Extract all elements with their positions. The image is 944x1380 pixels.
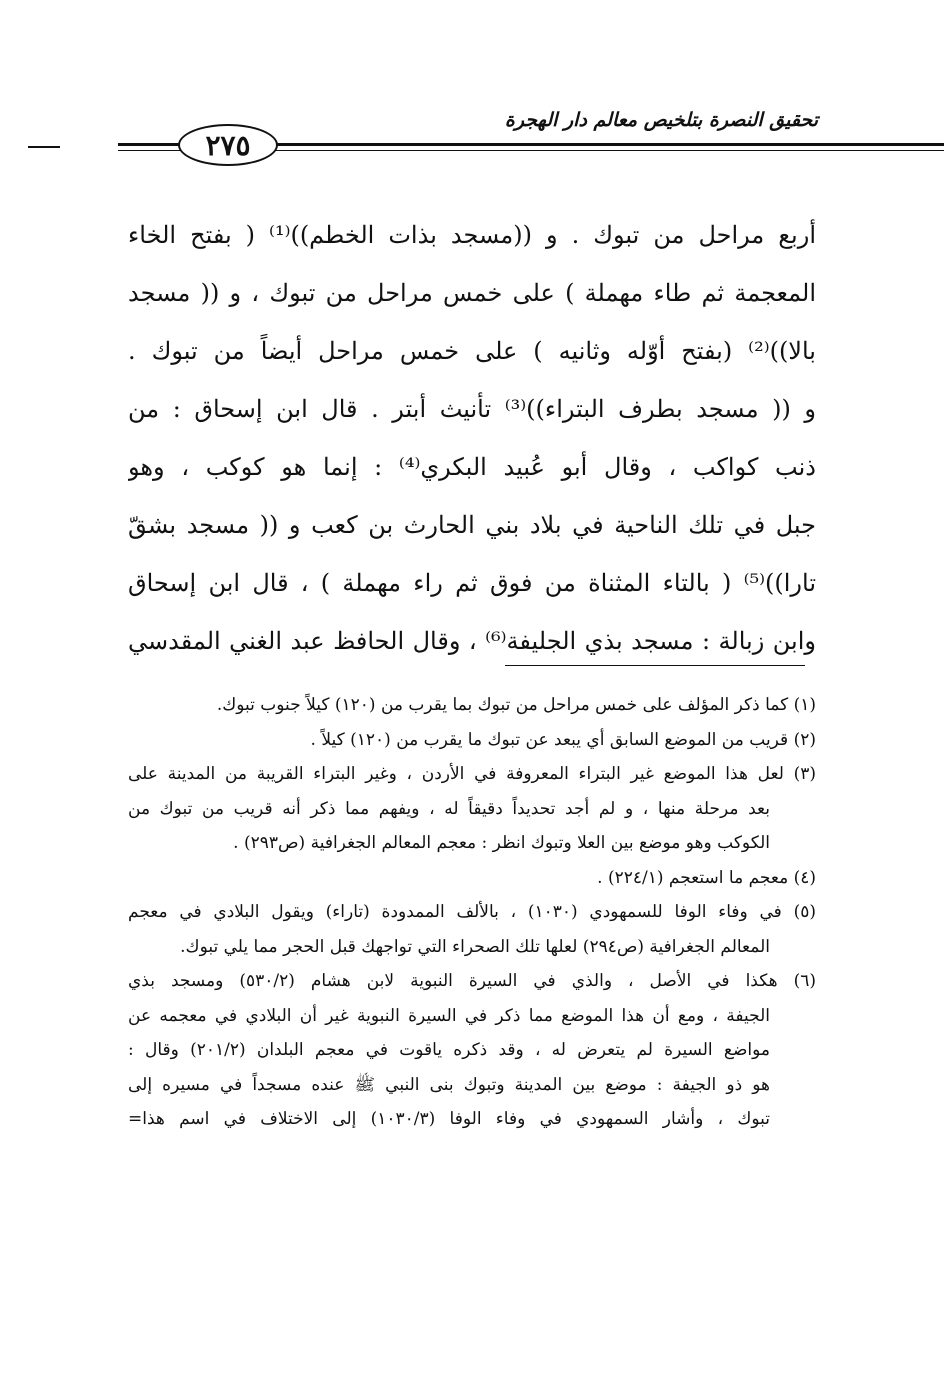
- footnote-line: المعالم الجغرافية (ص٢٩٤) لعلها تلك الصحراء التي تواجهك قبل الحجر مما يلي تبوك.: [180, 936, 770, 957]
- footnote-line: الكوكب وهو موضع بين العلا وتبوك انظر : معجم المعالم الجغرافية (ص٢٩٣) .: [233, 833, 770, 853]
- footnote-line: الجيفة ، ومع أن هذا الموضع مما ذكر في السيرة النبوية غير أن البلادي في معجمه عن: [128, 1005, 770, 1026]
- text-line: وابن زبالة : مسجد بذي الجليفة⁽⁶⁾ ، وقال الحافظ عبد الغني المقدسي: [128, 627, 816, 655]
- header-rule-left: [28, 146, 60, 148]
- footnote-line: هو ذو الجيفة : موضع بين المدينة وتبوك بنى النبي ﷺ عنده مسجداً في مسيره إلى: [128, 1074, 770, 1095]
- main-text: [128, 206, 816, 670]
- text-line: تارا))⁽⁵⁾ ( بالتاء المثناة من فوق ثم راء مهملة ) ، قال ابن إسحاق: [128, 569, 816, 597]
- footnote-separator: [505, 665, 805, 666]
- footnote-line: (٤) معجم ما استعجم (٢٢٤/١) .: [597, 867, 816, 888]
- text-line: و (( مسجد بطرف البتراء))⁽³⁾ تأنيث أبتر . قال ابن إسحاق : من: [128, 395, 816, 423]
- footnote-line: تبوك ، وأشار السمهودي في وفاء الوفا (١٠٣٠/٣) إلى الاختلاف في اسم هذا=: [128, 1109, 770, 1129]
- text-line: جبل في تلك الناحية في بلاد بني الحارث بن كعب و (( مسجد بشقّ: [128, 511, 816, 539]
- text-line: بالا))⁽²⁾ (بفتح أوّله وثانيه ) على خمس مراحل أيضاً من تبوك .: [128, 337, 816, 365]
- footnote-line: (٣) لعل هذا الموضع غير البتراء المعروفة في الأردن ، وغير البتراء القريبة من المدينة على: [128, 764, 816, 784]
- footnotes: [128, 688, 816, 1137]
- page-number: ٢٧٥: [178, 124, 278, 166]
- footnote-line: (٥) في وفاء الوفا للسمهودي (١٠٣٠) ، بالألف الممدودة (تاراء) ويقول البلادي في معجم: [128, 902, 816, 922]
- text-line: المعجمة ثم طاء مهملة ) على خمس مراحل من تبوك ، و (( مسجد: [128, 279, 816, 307]
- text-line: ذنب كواكب ، وقال أبو عُبيد البكري⁽⁴⁾ : إنما هو كوكب ، وهو: [128, 453, 816, 481]
- text-line: أربع مراحل من تبوك . و ((مسجد بذات الخطم))⁽¹⁾ ( بفتح الخاء: [128, 221, 816, 249]
- footnote-line: بعد مرحلة منها ، و لم أجد تحديداً دقيقاً له ، ويفهم مما ذكر أنه قريب من تبوك من: [128, 798, 770, 819]
- footnote-line: (٢) قريب من الموضع السابق أي يبعد عن تبوك ما يقرب من (١٢٠) كيلاً .: [310, 729, 816, 750]
- footnote-line: (١) كما ذكر المؤلف على خمس مراحل من تبوك بما يقرب من (١٢٠) كيلاً جنوب تبوك.: [216, 695, 816, 715]
- footnote-line: مواضع السيرة لم يتعرض له ، وقد ذكره ياقوت في معجم البلدان (٢٠١/٢) وقال :: [128, 1040, 770, 1060]
- running-title: تحقيق النصرة بتلخيص معالم دار الهجرة: [504, 109, 818, 131]
- footnote-line: (٦) هكذا في الأصل ، والذي في السيرة النبوية لابن هشام (٥٣٠/٢) ومسجد بذي: [128, 971, 816, 991]
